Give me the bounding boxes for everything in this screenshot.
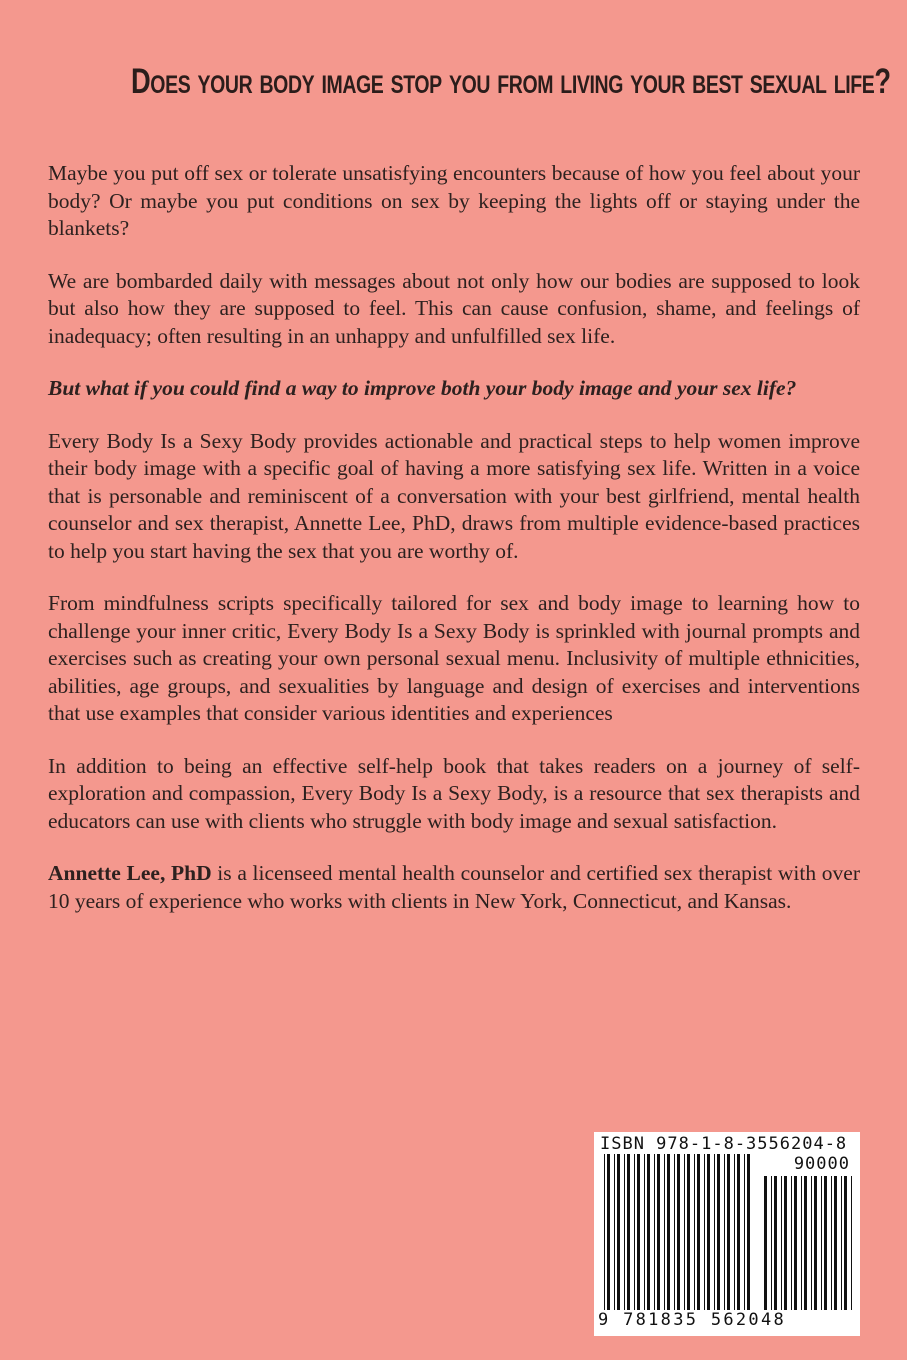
addon-barcode-bars — [764, 1176, 852, 1310]
paragraph-resource: In addition to being an effective self-help book that takes readers on a journey of self-exploration and compassion, Every Body Is a Sexy Body, is a resource that sex therapists and educators can use with clients who struggle with body image and sexual satisfaction. — [48, 753, 860, 833]
author-bio — [48, 860, 860, 915]
isbn-barcode — [594, 1132, 860, 1336]
paragraph-bombarded: We are bombarded daily with messages about not only how our bodies are supposed to look but also how they are supposed to feel. This can cause confusion, shame, and feelings of inadequacy; often resulting in an unhappy and unfulfilled sex life. — [48, 268, 860, 348]
paragraph-mindfulness: From mindfulness scripts specifically tailored for sex and body image to learning how to challenge your inner critic, Every Body Is a Sexy Body is sprinkled with journal prompts and exercises such as creating your own personal sexual menu. Inclusivity of multiple ethnicities, abilities, age groups, and sexualities by language and design of exercises and interventions that use examples that consider various identities and experiences — [48, 591, 860, 725]
isbn-label: ISBN 978-1-8-3556204-8 — [600, 1134, 848, 1154]
headline: Does your body image stop you from living your best sexual life? — [130, 62, 891, 101]
price-code: 90000 — [793, 1154, 850, 1174]
author-bio-text: is a licenseed mental health counselor and certified sex therapist with over 10 years of experience who works with clients in New York, Connecticut, and Kansas. — [48, 861, 860, 913]
back-cover-text — [48, 160, 860, 940]
author-name: Annette Lee, PhD — [48, 861, 212, 885]
ean-digits: 9 781835 562048 — [598, 1310, 787, 1330]
main-barcode-bars — [604, 1154, 754, 1310]
paragraph-description: Every Body Is a Sexy Body provides actionable and practical steps to help women improve their body image with a specific goal of having a more satisfying sex life. Written in a voice that is personable and reminiscent of a conversation with your best girlfriend, mental health counselor and sex therapist, Annette Lee, PhD, draws from multiple evidence-based practices to help you start having the sex that you are worthy of. — [48, 428, 860, 563]
paragraph-intro: Maybe you put off sex or tolerate unsatisfying encounters because of how you feel about your body? Or maybe you put conditions on sex by keeping the lights off or staying under the blankets? — [48, 161, 860, 240]
paragraph-question: But what if you could find a way to improve both your body image and your sex life? — [48, 376, 797, 400]
